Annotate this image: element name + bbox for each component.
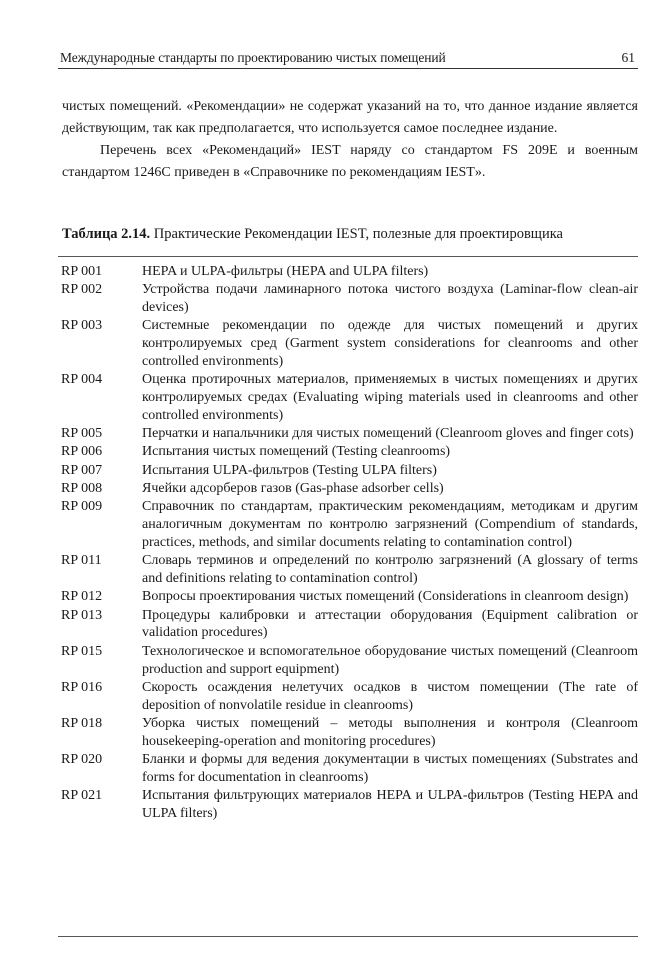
rp-description: Скорость осаждения нелетучих осадков в чистом помещении (The rate of deposition of nonvolatile residue in cleanrooms) xyxy=(142,679,638,713)
rp-code: RP 004 xyxy=(61,372,103,388)
table-row xyxy=(58,715,638,751)
table-row xyxy=(58,263,638,281)
rp-description: Бланки и формы для ведения документации в чистых помещениях (Substrates and forms for documentation in cleanrooms) xyxy=(142,752,638,785)
table-caption xyxy=(62,226,563,243)
rp-code: RP 002 xyxy=(61,282,103,298)
rp-code: RP 006 xyxy=(61,444,103,460)
table-row xyxy=(58,462,638,480)
table-row xyxy=(58,679,638,715)
intro-text xyxy=(62,96,638,184)
rp-code: RP 011 xyxy=(61,553,102,569)
rp-code: RP 021 xyxy=(61,788,103,804)
rp-code: RP 005 xyxy=(61,426,103,442)
rp-description: Уборка чистых помещений – методы выполнения и контроля (Cleanroom housekeeping-operation and monitoring procedures) xyxy=(142,715,638,749)
table-row xyxy=(58,317,638,370)
rp-code: RP 020 xyxy=(61,752,103,768)
rp-code: RP 009 xyxy=(61,499,103,515)
rp-description: Устройства подачи ламинарного потока чистого воздуха (Laminar-flow clean-air devices) xyxy=(142,282,638,316)
rp-code: RP 018 xyxy=(61,715,103,731)
table-bottom-rule xyxy=(58,936,638,937)
rp-description: Ячейки адсорберов газов (Gas-phase adsorber cells) xyxy=(142,481,444,497)
rp-description: Справочник по стандартам, практическим рекомендациям, методикам и другим аналогичным документам по контролю загрязнений (Compendium of standards, practices, methods, and similar documents relating to contamination control) xyxy=(142,499,638,550)
table-top-rule xyxy=(58,256,638,257)
table-caption-label: Таблица 2.14. xyxy=(62,226,151,242)
rp-description: Испытания ULPA-фильтров (Testing ULPA filters) xyxy=(142,462,437,478)
running-header-title: Международные стандарты по проектированию чистых помещений xyxy=(60,50,446,65)
rp-code: RP 012 xyxy=(61,589,103,605)
table-row xyxy=(58,751,638,787)
rp-code: RP 007 xyxy=(61,462,103,478)
page-number: 61 xyxy=(621,50,635,65)
table-row xyxy=(58,371,638,424)
rp-code: RP 016 xyxy=(61,679,103,695)
table-row xyxy=(58,425,638,443)
rp-description: Испытания чистых помещений (Testing cleanrooms) xyxy=(142,444,451,460)
rp-description: Процедуры калибровки и аттестации оборудования (Equipment calibration or validation procedures) xyxy=(142,607,638,641)
table-row xyxy=(58,498,638,551)
rp-code: RP 001 xyxy=(61,264,103,279)
table-row xyxy=(58,588,638,606)
table-row xyxy=(58,787,638,823)
table-row xyxy=(58,643,638,679)
table-row xyxy=(58,443,638,461)
table-row xyxy=(58,552,638,588)
rp-code: RP 013 xyxy=(61,607,103,623)
rp-code: RP 015 xyxy=(61,643,103,659)
recommendations-table xyxy=(58,263,638,823)
rp-code: RP 008 xyxy=(61,481,103,497)
rp-description: Вопросы проектирования чистых помещений (Considerations in cleanroom design) xyxy=(142,589,629,605)
table-row xyxy=(58,281,638,317)
table-caption-text: Практические Рекомендации IEST, полезные для проектировщика xyxy=(153,226,563,242)
rp-description: Технологическое и вспомогательное оборудование чистых помещений (Cleanroom production and support equipment) xyxy=(142,643,638,677)
rp-description: Испытания фильтрующих материалов HEPA и ULPA-фильтров (Testing HEPA and ULPA filters) xyxy=(142,788,638,821)
table-row xyxy=(58,607,638,643)
rp-description: Словарь терминов и определений по контролю загрязнений (A glossary of terms and definitions relating to contamination control) xyxy=(142,553,638,587)
table-row xyxy=(58,480,638,498)
intro-paragraph-2: Перечень всех «Рекомендаций» IEST наряду со стандартом FS 209E и военным стандартом 1246С приведен в «Справочнике по рекомендациям IEST». xyxy=(62,143,638,180)
rp-description: Перчатки и напальчники для чистых помещений (Cleanroom gloves and finger cots) xyxy=(142,426,634,442)
rp-description: Оценка протирочных материалов, применяемых в чистых помещениях и других контролируемых средах (Evaluating wiping materials used in cleanrooms and other controlled environments) xyxy=(142,372,638,423)
rp-description: HEPA и ULPA-фильтры (HEPA and ULPA filters) xyxy=(142,264,429,279)
header-rule xyxy=(58,68,638,69)
rp-code: RP 003 xyxy=(61,318,103,334)
rp-description: Системные рекомендации по одежде для чистых помещений и других контролируемых сред (Garment system considerations for cleanrooms and other controlled environments) xyxy=(142,318,638,369)
intro-paragraph-1: чистых помещений. «Рекомендации» не содержат указаний на то, что данное издание является действующим, так как предполагается, что используется самое последнее издание. xyxy=(62,99,638,136)
